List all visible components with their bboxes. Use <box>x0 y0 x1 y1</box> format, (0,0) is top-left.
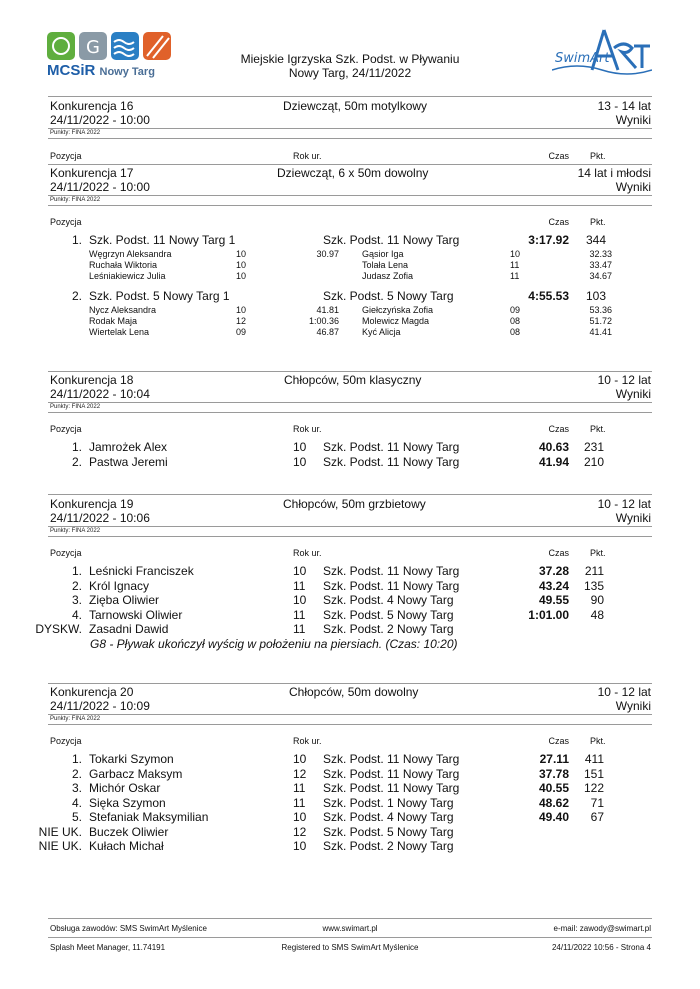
swimmer-split: 51.72 <box>589 316 612 326</box>
points-header: Pkt. <box>590 548 606 558</box>
position-header: Pozycja <box>50 548 82 558</box>
swimmer-yob: 10 <box>293 564 307 578</box>
result-time: 43.24 <box>538 578 569 593</box>
result-points: 151 <box>583 766 604 781</box>
result-points: 231 <box>583 440 604 454</box>
relay-time: 3:17.92 <box>528 233 569 247</box>
result-place: 2. <box>71 766 82 781</box>
relay-team: Szk. Podst. 11 Nowy Targ 1 <box>89 233 236 247</box>
swimmer-name: Zasadni Dawid <box>89 622 169 636</box>
yob-header: Rok ur. <box>293 736 322 746</box>
result-place: NIE UK. <box>38 824 82 839</box>
event-name: Konkurencja 19 <box>50 497 134 511</box>
event-title: Dziewcząt, 6 x 50m dowolny <box>277 166 429 180</box>
swimmer-name: Leśniakiewicz Julia <box>89 271 166 281</box>
swimmer-club: Szk. Podst. 5 Nowy Targ <box>323 824 454 839</box>
result-time: 40.63 <box>538 440 569 454</box>
swimmer-yob: 11 <box>510 260 520 270</box>
footer-organizer: Obsługa zawodów: SMS SwimArt Myślenice <box>50 924 207 933</box>
swimmer-yob: 09 <box>236 327 247 337</box>
swimmer-split: 30.97 <box>316 249 339 259</box>
result-place: NIE UK. <box>38 839 82 853</box>
swimmer-name: Król Ignacy <box>89 578 150 593</box>
time-header: Czas <box>548 548 569 558</box>
swimmer-name: Molewicz Magda <box>362 316 430 326</box>
event-datetime: 24/11/2022 - 10:00 <box>50 180 150 194</box>
event-age: 14 lat i młodsi <box>577 166 651 180</box>
swimmer-name: Sięka Szymon <box>89 795 166 810</box>
result-place: 2. <box>71 578 82 593</box>
swimmer-name: Gąsior Iga <box>362 249 404 259</box>
result-time: 41.94 <box>538 455 569 469</box>
swimmer-yob: 11 <box>293 578 306 593</box>
swimmer-name: Leśnicki Franciszek <box>89 564 194 578</box>
logo-sub-text: Nowy Targ <box>99 66 155 78</box>
swimmer-yob: 11 <box>293 795 306 810</box>
svg-text:G: G <box>86 37 100 58</box>
points-label: Punkty: FINA 2022 <box>50 197 101 203</box>
position-header: Pozycja <box>50 151 82 161</box>
event-title: Chłopców, 50m klasyczny <box>284 373 422 387</box>
swimmer-name: Zięba Oliwier <box>89 593 160 607</box>
time-header: Czas <box>548 151 569 161</box>
event-name: Konkurencja 18 <box>50 373 134 387</box>
swimart-logo <box>552 26 652 76</box>
swimmer-yob: 10 <box>236 260 247 270</box>
swimmer-name: Tolała Lena <box>362 260 409 270</box>
swimmer-split: 46.87 <box>316 327 339 337</box>
swimmer-name: Giełczyńska Zofia <box>362 305 434 315</box>
result-place: 4. <box>71 607 82 622</box>
swimmer-club: Szk. Podst. 1 Nowy Targ <box>323 795 454 810</box>
swimmer-yob: 11 <box>293 781 306 795</box>
result-time: 1:01.00 <box>528 607 569 622</box>
footer-registered: Registered to SMS SwimArt Myślenice <box>281 943 419 952</box>
swimmer-club: Szk. Podst. 4 Nowy Targ <box>323 593 454 607</box>
swimmer-yob: 10 <box>293 752 307 766</box>
points-header: Pkt. <box>590 736 606 746</box>
event-status: Wyniki <box>615 511 651 525</box>
result-points: 211 <box>584 564 604 578</box>
swimmer-yob: 10 <box>293 440 307 454</box>
swimmer-name: Garbacz Maksym <box>89 766 183 781</box>
relay-team: Szk. Podst. 5 Nowy Targ 1 <box>89 289 230 303</box>
relay-time: 4:55.53 <box>528 289 569 303</box>
swimmer-name: Nycz Aleksandra <box>89 305 157 315</box>
swimmer-yob: 09 <box>510 305 521 315</box>
logo-main-text: MCSiR <box>47 62 96 79</box>
swimmer-name: Stefaniak Maksymilian <box>89 810 209 824</box>
result-points: 122 <box>583 781 604 795</box>
event-status: Wyniki <box>615 113 651 127</box>
yob-header: Rok ur. <box>293 424 322 434</box>
swimmer-club: Szk. Podst. 11 Nowy Targ <box>323 752 460 766</box>
points-label: Punkty: FINA 2022 <box>50 528 101 534</box>
footer-email[interactable]: e-mail: zawody@swimart.pl <box>553 924 651 933</box>
result-points: 135 <box>583 578 604 593</box>
event-datetime: 24/11/2022 - 10:00 <box>50 113 150 127</box>
result-time: 27.11 <box>539 752 569 766</box>
points-label: Punkty: FINA 2022 <box>50 130 101 136</box>
swimmer-yob: 12 <box>236 316 247 326</box>
result-points: 210 <box>583 455 604 469</box>
swimart-logo-icon <box>552 26 652 76</box>
swimmer-yob: 10 <box>236 249 247 259</box>
swimmer-yob: 08 <box>510 327 521 337</box>
swimmer-yob: 10 <box>236 271 247 281</box>
time-header: Czas <box>548 736 569 746</box>
relay-points: 344 <box>586 233 607 247</box>
swimmer-name: Judasz Zofia <box>362 271 414 281</box>
event-status: Wyniki <box>615 699 651 713</box>
swimmer-yob: 10 <box>510 249 521 259</box>
position-header: Pozycja <box>50 217 82 227</box>
time-header: Czas <box>548 424 569 434</box>
result-time: 49.40 <box>538 810 569 824</box>
event-age: 13 - 14 lat <box>597 99 651 113</box>
event-age: 10 - 12 lat <box>597 373 651 387</box>
swimmer-name: Kyć Alicja <box>362 327 401 337</box>
swimmer-yob: 10 <box>236 305 247 315</box>
swimmer-split: 33.47 <box>589 260 612 270</box>
result-place: 1. <box>71 564 82 578</box>
event-title: Dziewcząt, 50m motylkowy <box>283 99 428 113</box>
swimmer-yob: 12 <box>293 824 307 839</box>
event-datetime: 24/11/2022 - 10:09 <box>50 699 150 713</box>
event-status: Wyniki <box>615 387 651 401</box>
swimmer-club: Szk. Podst. 11 Nowy Targ <box>323 578 460 593</box>
swimmer-split: 34.67 <box>589 271 612 281</box>
swimart-logo-text: SwimArt <box>555 51 610 66</box>
swimmer-club: Szk. Podst. 11 Nowy Targ <box>323 564 460 578</box>
relay-club: Szk. Podst. 11 Nowy Targ <box>323 233 460 247</box>
swimmer-name: Pastwa Jeremi <box>89 455 168 469</box>
points-header: Pkt. <box>590 217 606 227</box>
swimmer-name: Michór Oskar <box>89 781 161 795</box>
swimmer-name: Rodak Maja <box>89 316 138 326</box>
relay-points: 103 <box>586 289 607 303</box>
swimmer-club: Szk. Podst. 5 Nowy Targ <box>323 607 454 622</box>
event-name: Konkurencja 16 <box>50 99 134 113</box>
result-place: 2. <box>71 455 82 469</box>
result-points: 90 <box>590 593 604 607</box>
event-datetime: 24/11/2022 - 10:06 <box>50 511 150 525</box>
swimmer-yob: 10 <box>293 810 307 824</box>
result-time: 37.28 <box>538 564 569 578</box>
result-time: 48.62 <box>538 795 569 810</box>
event-status: Wyniki <box>615 180 651 194</box>
swimmer-yob: 08 <box>510 316 521 326</box>
event-age: 10 - 12 lat <box>597 685 651 699</box>
result-place: DYSKW. <box>35 622 82 636</box>
swimmer-club: Szk. Podst. 2 Nowy Targ <box>323 839 454 853</box>
event-title: Chłopców, 50m grzbietowy <box>283 497 426 511</box>
swimmer-club: Szk. Podst. 11 Nowy Targ <box>323 455 460 469</box>
relay-club: Szk. Podst. 5 Nowy Targ <box>323 289 454 303</box>
swimmer-split: 1:00.36 <box>308 316 339 326</box>
result-points: 411 <box>584 752 604 766</box>
swimmer-yob: 11 <box>293 607 306 622</box>
mcsir-logo-icon <box>47 30 172 62</box>
result-time: 40.55 <box>538 781 569 795</box>
footer-website[interactable]: www.swimart.pl <box>322 924 378 933</box>
points-label: Punkty: FINA 2022 <box>50 404 101 410</box>
result-place: 1. <box>71 752 82 766</box>
swimmer-yob: 11 <box>293 622 306 636</box>
points-label: Punkty: FINA 2022 <box>50 716 101 722</box>
result-time: 37.78 <box>538 766 569 781</box>
swimmer-name: Tokarki Szymon <box>89 752 174 766</box>
footer-page: 24/11/2022 10:56 - Strona 4 <box>551 943 651 952</box>
yob-header: Rok ur. <box>293 151 322 161</box>
yob-header: Rok ur. <box>293 548 322 558</box>
swimmer-name: Jamrożek Alex <box>89 440 168 454</box>
position-header: Pozycja <box>50 424 82 434</box>
relay-place: 2. <box>71 289 82 303</box>
swimmer-name: Wiertelak Lena <box>89 327 150 337</box>
swimmer-yob: 11 <box>510 271 520 281</box>
event-name: Konkurencja 20 <box>50 685 134 699</box>
swimmer-club: Szk. Podst. 11 Nowy Targ <box>323 766 460 781</box>
swimmer-split: 41.41 <box>589 327 612 337</box>
result-place: 4. <box>71 795 82 810</box>
points-header: Pkt. <box>590 424 606 434</box>
footer-software: Splash Meet Manager, 11.74191 <box>50 943 166 952</box>
result-place: 3. <box>71 781 82 795</box>
event-title: Chłopców, 50m dowolny <box>289 685 419 699</box>
position-header: Pozycja <box>50 736 82 746</box>
event-age: 10 - 12 lat <box>597 497 651 511</box>
swimmer-name: Tarnowski Oliwier <box>89 607 183 622</box>
swimmer-yob: 10 <box>293 593 307 607</box>
result-place: 3. <box>71 593 82 607</box>
swimmer-club: Szk. Podst. 11 Nowy Targ <box>323 440 460 454</box>
swimmer-club: Szk. Podst. 11 Nowy Targ <box>323 781 460 795</box>
swimmer-yob: 12 <box>293 766 307 781</box>
disqualification-note: G8 - Pływak ukończył wyścig w położeniu na piersiach. (Czas: 10:20) <box>90 637 458 651</box>
event-name: Konkurencja 17 <box>50 166 134 180</box>
swimmer-name: Ruchała Wiktoria <box>89 260 158 270</box>
result-points: 67 <box>590 810 604 824</box>
points-header: Pkt. <box>590 151 606 161</box>
swimmer-split: 53.36 <box>589 305 612 315</box>
time-header: Czas <box>548 217 569 227</box>
swimmer-name: Buczek Oliwier <box>89 824 169 839</box>
result-points: 71 <box>590 795 604 810</box>
swimmer-split: 41.81 <box>316 305 339 315</box>
swimmer-club: Szk. Podst. 2 Nowy Targ <box>323 622 454 636</box>
header-title-line1: Miejskie Igrzyska Szk. Podst. w Pływaniu <box>240 52 460 66</box>
mcsir-logo <box>47 30 172 80</box>
result-place: 1. <box>71 440 82 454</box>
swimmer-yob: 10 <box>293 839 307 853</box>
relay-place: 1. <box>71 233 82 247</box>
swimmer-name: Węgrzyn Aleksandra <box>89 249 172 259</box>
swimmer-club: Szk. Podst. 4 Nowy Targ <box>323 810 454 824</box>
event-datetime: 24/11/2022 - 10:04 <box>50 387 150 401</box>
swimmer-yob: 10 <box>293 455 307 469</box>
swimmer-name: Kułach Michał <box>89 839 164 853</box>
header-title-line2: Nowy Targ, 24/11/2022 <box>288 66 412 80</box>
result-place: 5. <box>71 810 82 824</box>
result-time: 49.55 <box>538 593 569 607</box>
swimmer-split: 32.33 <box>589 249 612 259</box>
result-points: 48 <box>590 607 604 622</box>
